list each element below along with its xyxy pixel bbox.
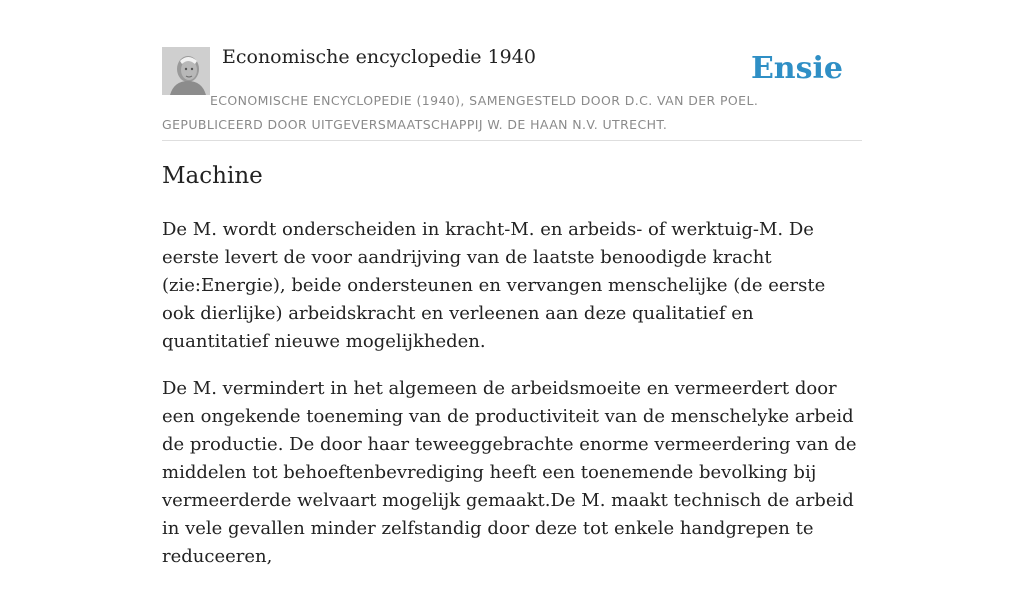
publisher-line-1: ECONOMISCHE ENCYCLOPEDIE (1940), SAMENGESTELD DOOR D.C. VAN DER POEL. — [210, 93, 759, 108]
author-portrait-icon[interactable] — [162, 47, 210, 95]
publisher-line-2: GEPUBLICEERD DOOR UITGEVERSMAATSCHAPPIJ W. DE HAAN N.V. UTRECHT. — [162, 117, 668, 132]
paragraph: De M. wordt onderscheiden in kracht-M. en arbeids- of werktuig-M. De eerste levert de voor aandrijving van de laatste benoodigde kracht (zie:Energie), beide ondersteunen en vervangen menschelijke (de eerste ook dierlijke) arbeidskracht en verleenen aan deze qualitatief en quantitatief nieuwe mogelijkheden. — [162, 219, 826, 352]
article-title: Machine — [162, 163, 263, 189]
book-title[interactable]: Economische encyclopedie 1940 — [222, 46, 536, 68]
paragraph: De M. vermindert in het algemeen de arbeidsmoeite en vermeerdert door een ongekende toeneming van de productiviteit van de menschelyke arbeid de productie. De door haar teweeggebrachte enorme vermeerdering van de middelen tot behoeftenbevrediging heeft een toenemende bevolking bij vermeerderde welvaart mogelijk gemaakt.De M. maakt technisch de arbeid in vele gevallen minder zelfstandig door deze tot enkele handgrepen te reduceeren, — [162, 378, 857, 567]
brand-logo[interactable]: Ensie — [750, 51, 843, 86]
header — [162, 46, 862, 141]
article-body — [162, 216, 862, 590]
